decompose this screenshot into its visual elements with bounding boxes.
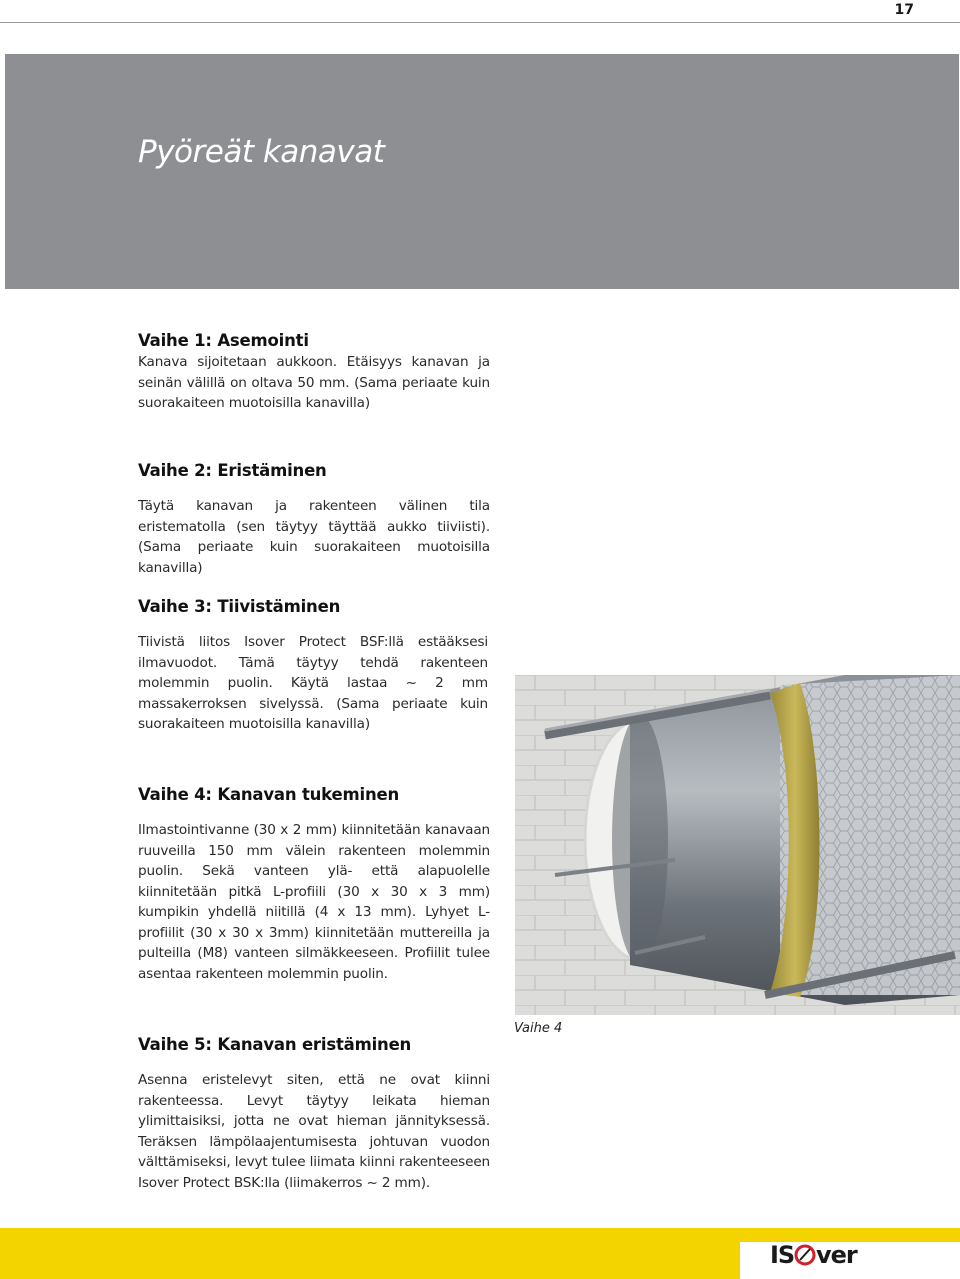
- top-rule: [0, 22, 960, 23]
- step-text: Kanava sijoitetaan aukkoon. Etäisyys kanavan ja seinän välillä on oltava 50 mm. (Sama periaate kuin suorakaiteen muotoisilla kanavilla): [138, 354, 490, 411]
- page-number: 17: [894, 2, 914, 18]
- page-title: Pyöreät kanavat: [138, 134, 385, 170]
- step-text: Täytä kanavan ja rakenteen välinen tila eristematolla (sen täytyy täyttää aukko tiiviisti). (Sama periaate kuin suorakaiteen muotoisilla kanavilla): [138, 498, 490, 576]
- step-heading: Vaihe 4: Kanavan tukeminen: [138, 785, 400, 804]
- step-heading: Vaihe 5: Kanavan eristäminen: [138, 1035, 412, 1054]
- svg-text:IS: IS: [770, 1241, 795, 1269]
- figure-caption: Vaihe 4: [514, 1021, 563, 1036]
- footer-bar-lower: [0, 1242, 740, 1279]
- step-text: Asenna eristelevyt siten, että ne ovat kiinni rakenteessa. Levyt täytyy leikata hieman ylimittaisiksi, jotta ne ovat hieman jännityksessä. Teräksen lämpölaajentumisesta johtuvan vuodon välttämiseksi, levyt tulee liimata kiinni rakenteeseen Isover Protect BSK:lla (liimakerros ~ 2 mm).: [138, 1072, 490, 1191]
- step-4: [138, 785, 490, 984]
- step-heading: Vaihe 3: Tiivistäminen: [138, 597, 341, 616]
- svg-text:ver: ver: [816, 1241, 857, 1269]
- step-2: [138, 461, 490, 578]
- duct-support-illustration: [515, 675, 960, 1015]
- step-1: [138, 331, 490, 414]
- isover-logo: [770, 1236, 866, 1272]
- step-3: [138, 597, 490, 735]
- step-text: Ilmastointivanne (30 x 2 mm) kiinnitetään kanavaan ruuveilla 150 mm välein rakenteen molemmin puolin. Sekä vanteen ylä- että alapuolelle kiinnitetään pitkä L-profiili (30 x 30 x 3 mm) kumpikin yhdellä niitillä (4 x 13 mm). Lyhyet L-profiilit (30 x 30 x 3mm) kiinnitetään muttereilla ja pulteilla (M8) vanteen silmäkkeeseen. Profiilit tulee asentaa rakenteen molemmin puolin.: [138, 822, 490, 982]
- step-heading: Vaihe 2: Eristäminen: [138, 461, 327, 480]
- title-banner: [5, 54, 959, 289]
- step-heading: Vaihe 1: Asemointi: [138, 331, 309, 350]
- step-text: Tiivistä liitos Isover Protect BSF:llä estääksesi ilmavuodot. Tämä täytyy tehdä rakenteen molemmin puolin. Käytä lastaa ~ 2 mm massakerroksen sivelyssä. (Sama periaate kuin suorakaiteen muotoisilla kanavilla): [138, 634, 488, 732]
- step-5: [138, 1035, 490, 1193]
